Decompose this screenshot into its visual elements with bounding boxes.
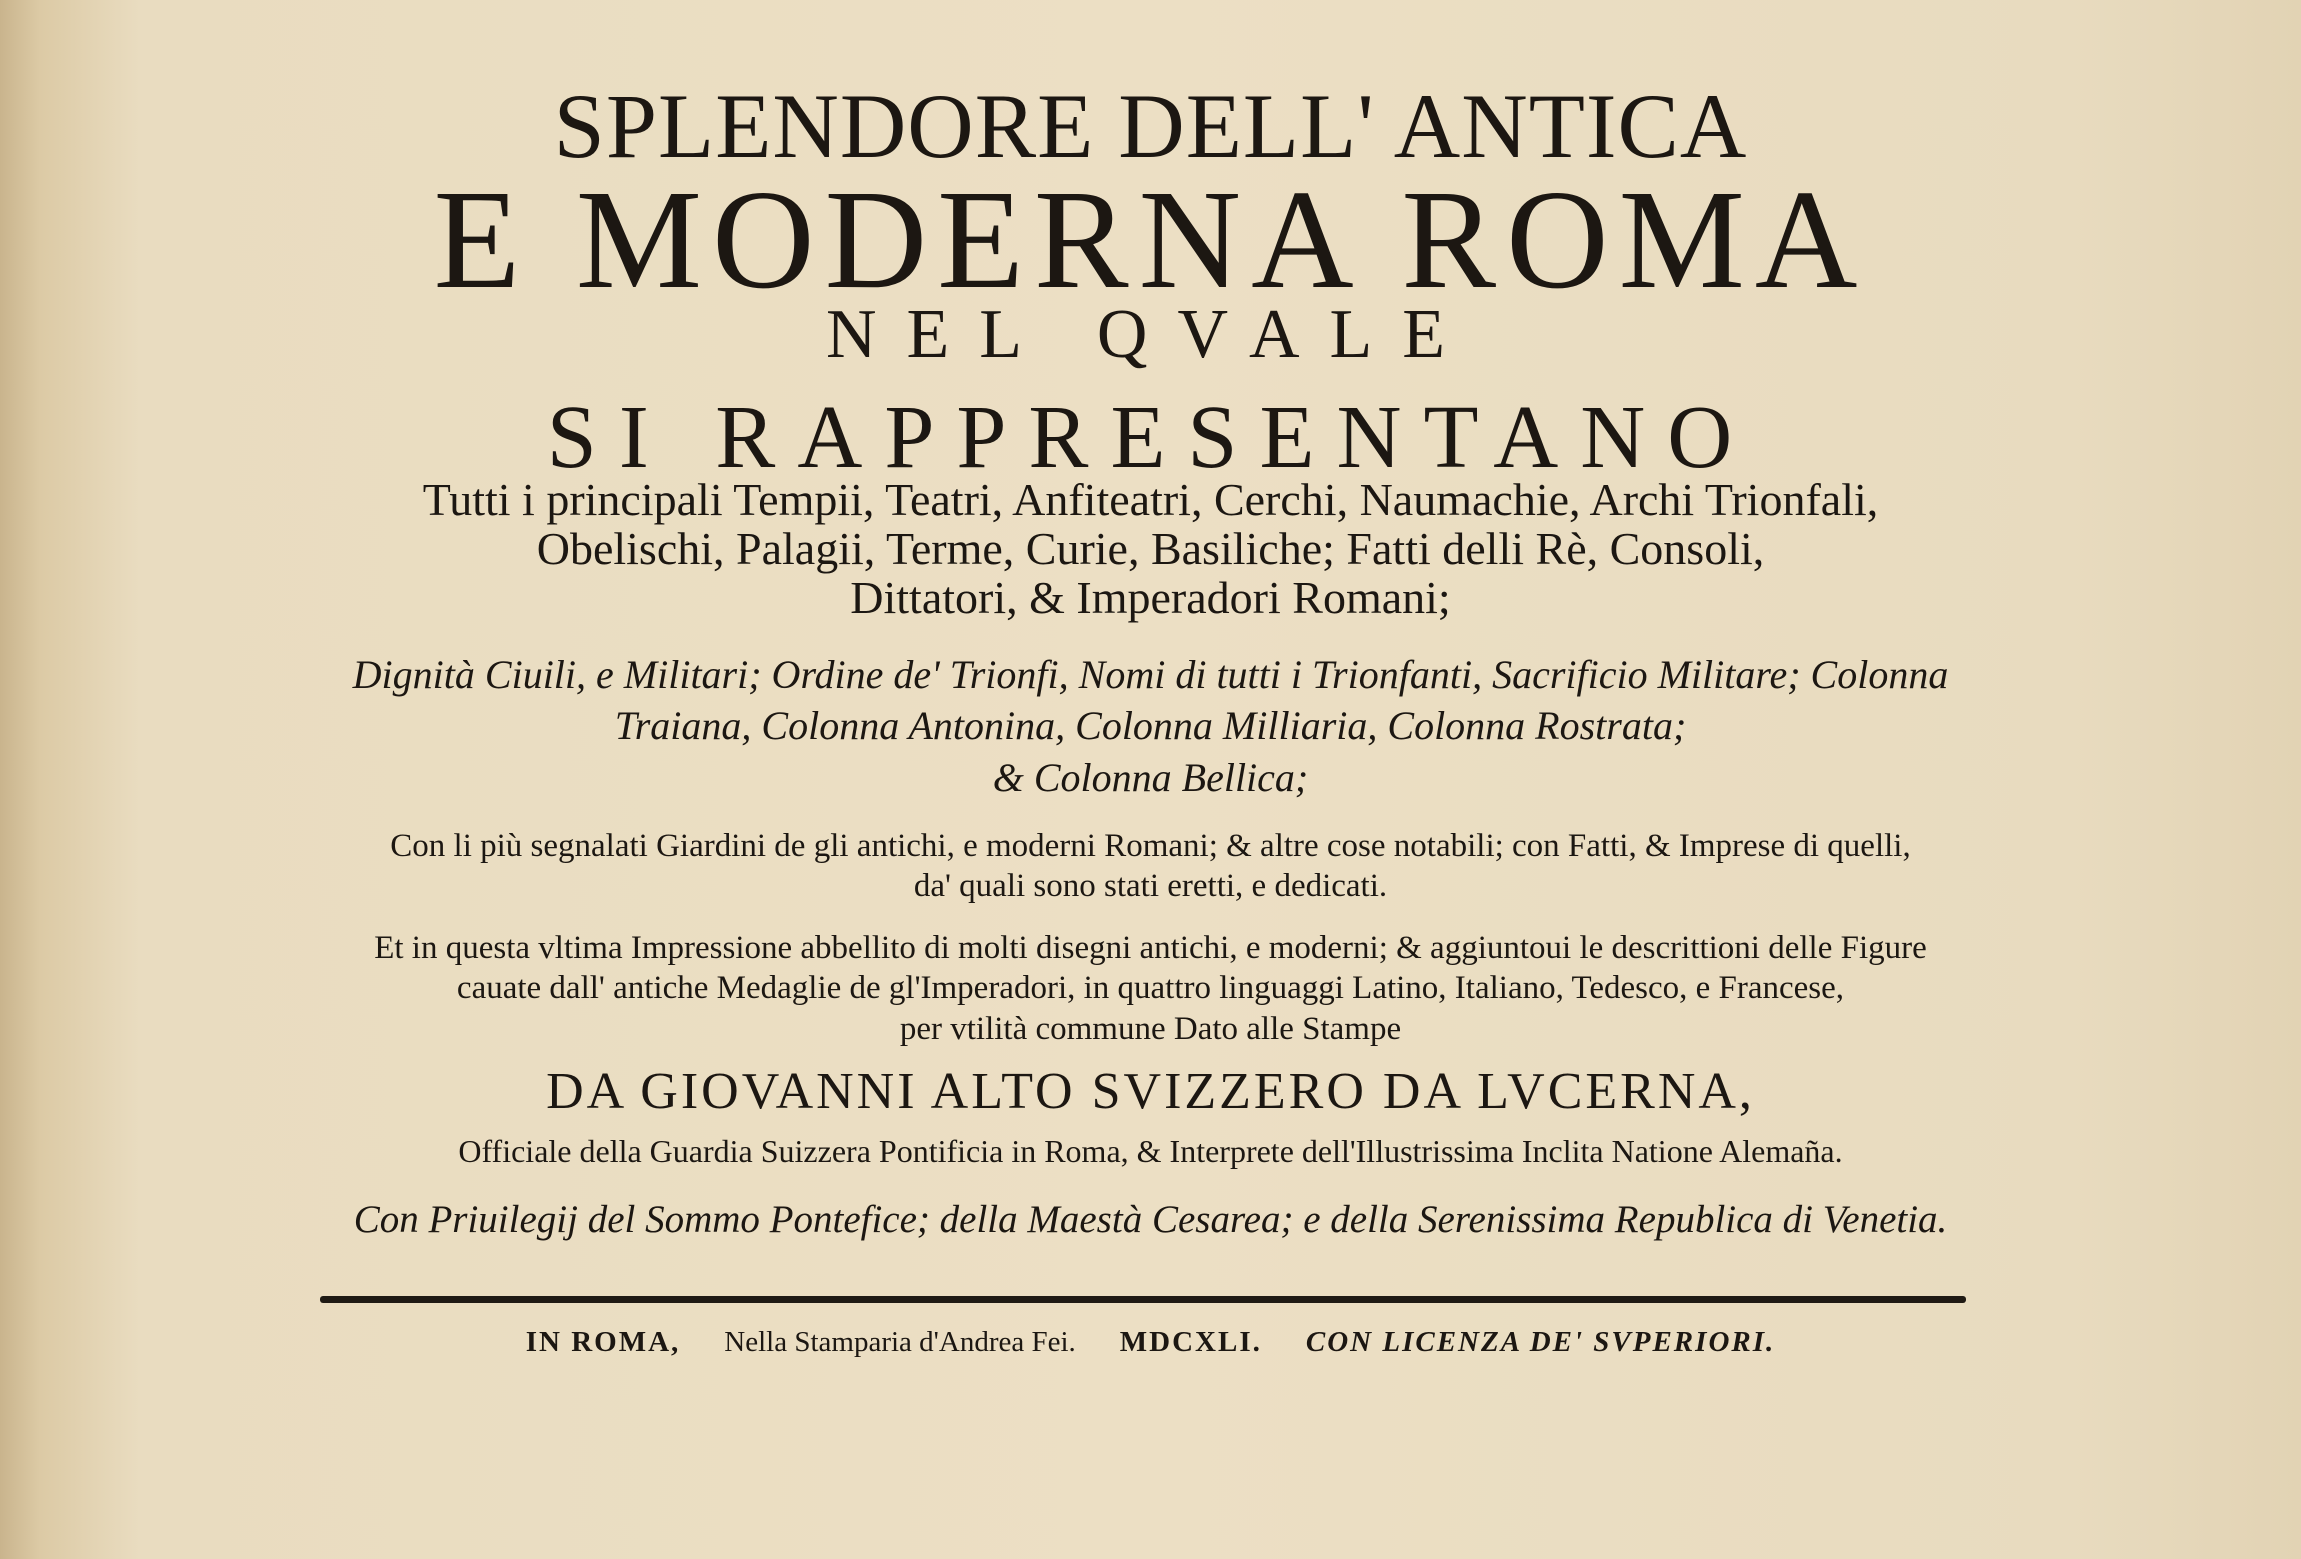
horizontal-rule bbox=[320, 1296, 1966, 1303]
edition-line: cauate dall' antiche Medaglie de gl'Imperadori, in quattro linguaggi Latino, Italiano, Tedesco, e Francese, bbox=[456, 970, 1845, 1006]
contents-line: Obelischi, Palagii, Terme, Curie, Basiliche; Fatti delli Rè, Consoli, bbox=[536, 523, 1765, 574]
edition-line: per vtilità commune Dato alle Stampe bbox=[899, 1011, 1402, 1047]
imprint-year: MDCXLI. bbox=[1119, 1326, 1262, 1358]
author-title: Officiale della Guardia Suizzera Pontificia in Roma, & Interprete dell'Illustrissima Inclita Natione Alemaña. bbox=[458, 1133, 1843, 1169]
imprint-place: IN ROMA, bbox=[525, 1326, 681, 1358]
contents-italic-line: & Colonna Bellica; bbox=[992, 755, 1309, 800]
title-line-4: SI RAPPRESENTANO bbox=[546, 388, 1755, 487]
gardens-line: da' quali sono stati eretti, e dedicati. bbox=[913, 868, 1388, 904]
contents-line: Dittatori, & Imperadori Romani; bbox=[850, 572, 1451, 623]
title-line-3: NEL QVALE bbox=[825, 296, 1476, 373]
imprint-line bbox=[0, 1328, 2301, 1357]
edition-line: Et in questa vltima Impressione abbellito di molti disegni antichi, e moderni; & aggiuntoui le descrittioni delle Figure bbox=[374, 930, 1927, 966]
contents-italic-line: Traiana, Colonna Antonina, Colonna Milliaria, Colonna Rostrata; bbox=[614, 703, 1687, 748]
imprint-printer: Nella Stamparia d'Andrea Fei. bbox=[724, 1326, 1076, 1358]
title-line-1: SPLENDORE DELL' ANTICA bbox=[553, 75, 1748, 177]
gardens-line: Con li più segnalati Giardini de gli antichi, e moderni Romani; & altre cose notabili; con Fatti, & Imprese di quelli, bbox=[390, 828, 1911, 864]
contents-line: Tutti i principali Tempii, Teatri, Anfiteatri, Cerchi, Naumachie, Archi Trionfali, bbox=[422, 474, 1879, 525]
contents-italic-line: Dignità Ciuili, e Militari; Ordine de' Trionfi, Nomi di tutti i Trionfanti, Sacrificio Militare; Colonna bbox=[352, 652, 1949, 697]
privilege-line: Con Priuilegij del Sommo Pontefice; della Maestà Cesarea; e della Serenissima Republica di Venetia. bbox=[353, 1198, 1948, 1241]
title-line-2: E MODERNA ROMA bbox=[433, 160, 1868, 318]
imprint-license: CON LICENZA DE' SVPERIORI. bbox=[1305, 1326, 1776, 1358]
author-name: DA GIOVANNI ALTO SVIZZERO DA LVCERNA, bbox=[546, 1063, 1755, 1120]
